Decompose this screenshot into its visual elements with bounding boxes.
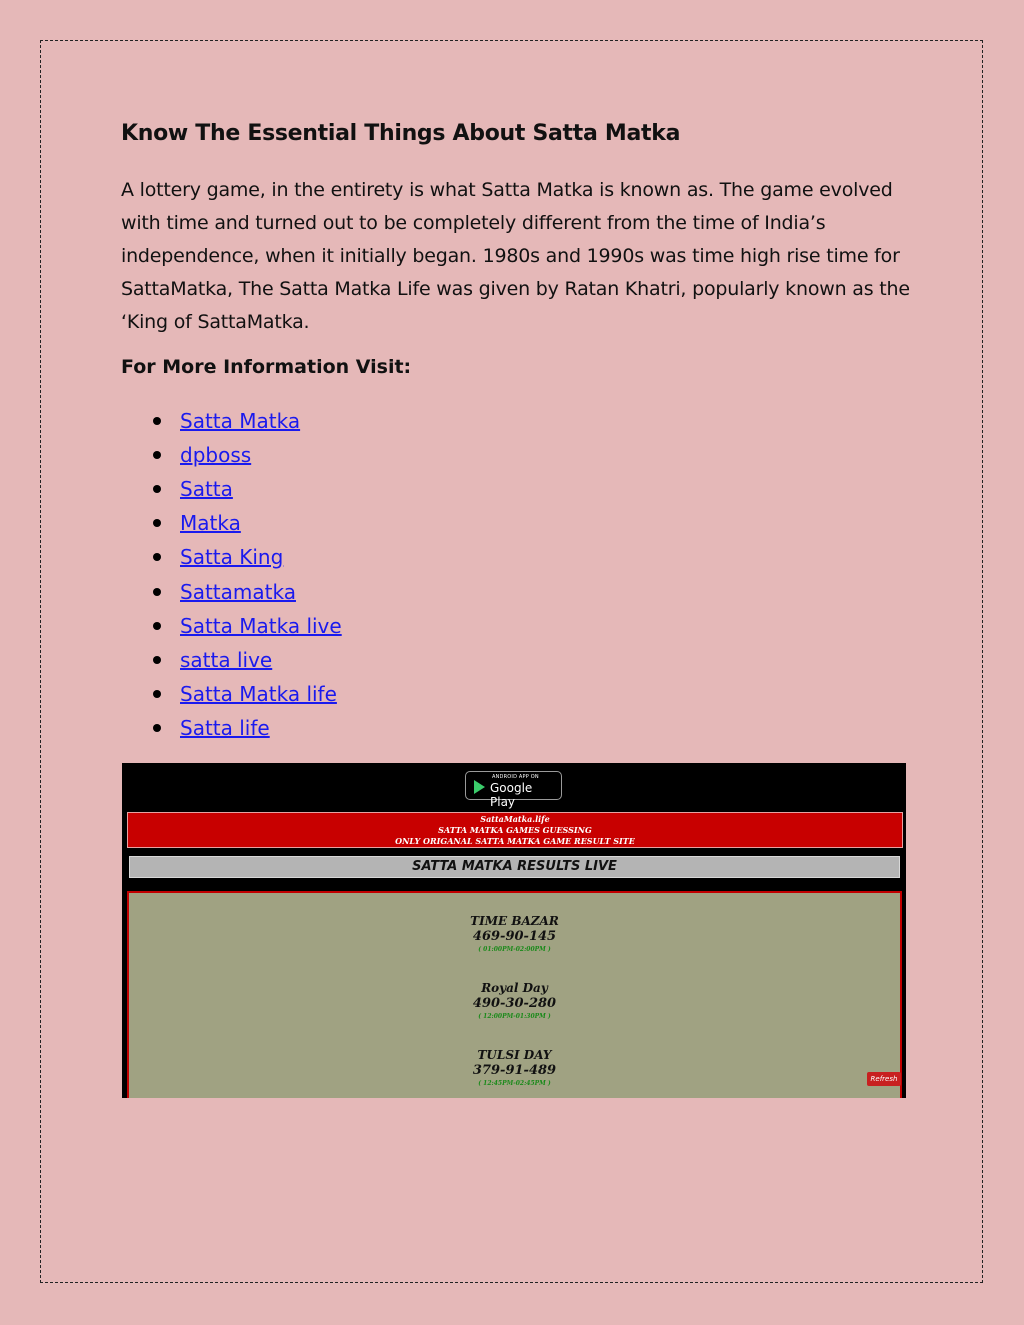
- bullet-icon: [153, 417, 161, 425]
- banner-line: ONLY ORIGANAL SATTA MATKA GAME RESULT SITE: [395, 836, 635, 846]
- link-satta-live[interactable]: satta live: [180, 647, 273, 672]
- badge-top-text: ANDROID APP ON: [492, 774, 539, 780]
- list-item: [121, 643, 342, 677]
- link-satta-matka-live[interactable]: Satta Matka live: [180, 613, 342, 638]
- list-item: [121, 574, 342, 608]
- list-item: [121, 404, 342, 438]
- list-item: [121, 711, 342, 745]
- site-banner: [127, 812, 903, 848]
- embedded-screenshot: [122, 763, 906, 1098]
- market-card: [129, 1047, 900, 1089]
- bullet-icon: [153, 519, 161, 527]
- market-time: ( 12:45PM-02:45PM ): [478, 1080, 551, 1087]
- google-play-badge[interactable]: [465, 771, 562, 809]
- results-panel: [127, 891, 902, 1098]
- refresh-button[interactable]: Refresh: [867, 1072, 901, 1086]
- market-time: ( 12:00PM-01:30PM ): [478, 1013, 551, 1020]
- list-item: [121, 472, 342, 506]
- bullet-icon: [153, 588, 161, 596]
- link-satta-life[interactable]: Satta life: [180, 715, 270, 740]
- bullet-icon: [153, 622, 161, 630]
- list-item: [121, 506, 342, 540]
- bullet-icon: [153, 451, 161, 459]
- list-item: [121, 540, 342, 574]
- market-result: 379-91-489: [472, 1063, 557, 1078]
- list-item: [121, 677, 342, 711]
- market-result: 490-30-280: [472, 996, 557, 1011]
- banner-line: SATTA MATKA GAMES GUESSING: [438, 825, 592, 835]
- visit-label: For More Information Visit:: [121, 356, 412, 378]
- link-sattamatka[interactable]: Sattamatka: [180, 579, 296, 604]
- list-item: [121, 438, 342, 472]
- article-heading: Know The Essential Things About Satta Matka: [121, 121, 681, 146]
- play-store-icon: [474, 780, 485, 794]
- bullet-icon: [153, 485, 161, 493]
- bullet-icon: [153, 656, 161, 664]
- badge-main-text: Google Play: [490, 781, 533, 809]
- link-satta-matka-life[interactable]: Satta Matka life: [180, 681, 337, 706]
- market-name: TIME BAZAR: [470, 914, 559, 928]
- market-name: TULSI DAY: [477, 1048, 552, 1062]
- market-card: [129, 980, 900, 1022]
- market-name: Royal Day: [481, 981, 548, 995]
- bullet-icon: [153, 553, 161, 561]
- market-card: [129, 913, 900, 955]
- link-satta-king[interactable]: Satta King: [180, 545, 284, 570]
- link-satta-matka[interactable]: Satta Matka: [180, 409, 301, 434]
- article-paragraph: A lottery game, in the entirety is what Satta Matka is known as. The game evolved with time and turned out to be completely different from the time of India’s independence, when it initially began. 1980s and 1990s was time high rise time for SattaMatka, The Satta Matka Life was given by Ratan Khatri, popularly known as the ‘King of SattaMatka.: [121, 179, 910, 333]
- market-time: ( 01:00PM-02:00PM ): [478, 946, 551, 953]
- bullet-icon: [153, 724, 161, 732]
- link-dpboss[interactable]: dpboss: [180, 443, 252, 468]
- list-item: [121, 609, 342, 643]
- link-matka[interactable]: Matka: [180, 511, 241, 536]
- link-list: [121, 404, 342, 745]
- results-title: SATTA MATKA RESULTS LIVE: [129, 856, 900, 878]
- bullet-icon: [153, 690, 161, 698]
- link-satta[interactable]: Satta: [180, 477, 233, 502]
- banner-line: SattaMatka.life: [480, 814, 550, 824]
- market-result: 469-90-145: [472, 929, 557, 944]
